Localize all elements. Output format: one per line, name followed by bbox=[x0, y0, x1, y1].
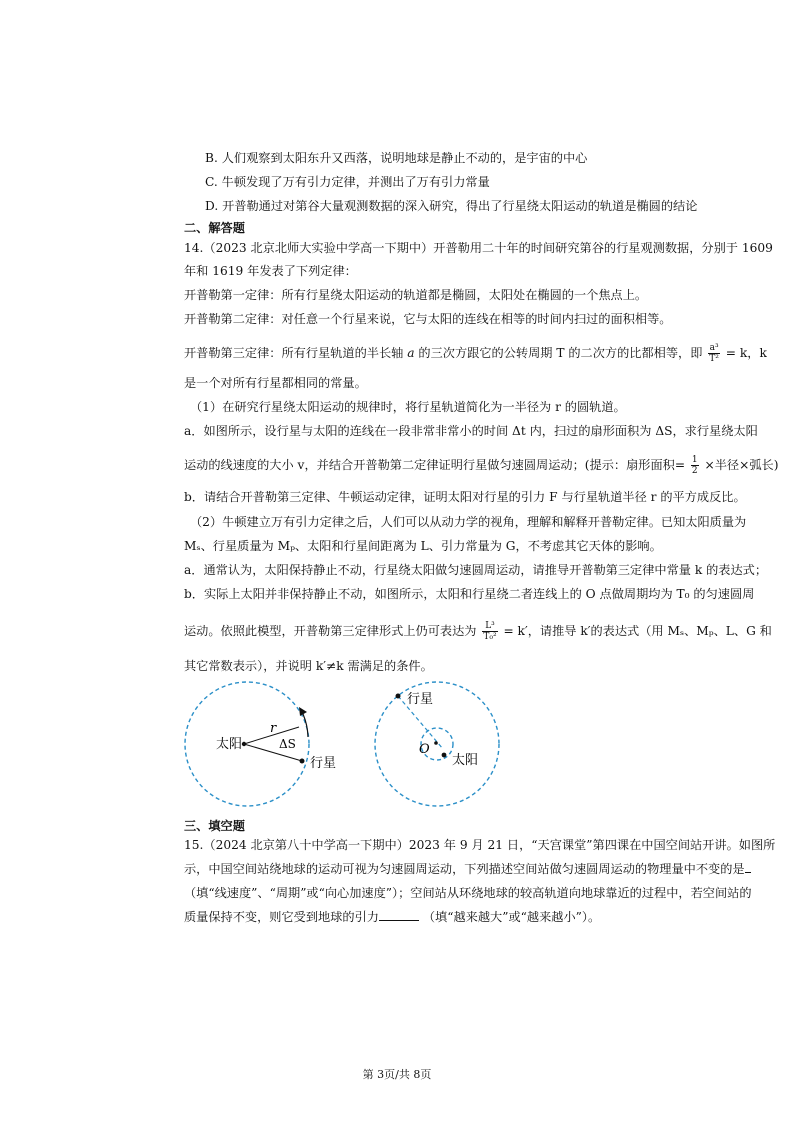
orbit-diagram-left bbox=[182, 682, 337, 818]
planet-label-right: 行星 bbox=[407, 692, 434, 707]
q14-part-1: （1）在研究行星绕太阳运动的规律时，将行星轨道简化为一半径为 r 的圆轨道。 bbox=[190, 400, 626, 414]
q14-2a: a．通常认为，太阳保持静止不动，行星绕太阳做匀速圆周运动，请推导开普勒第三定律中常量 k 的表达式； bbox=[184, 563, 768, 577]
q14-part-2-line-2: Mₛ、行星质量为 Mₚ、太阳和行星间距离为 L、引力常量为 G，不考虑其它天体的影响。 bbox=[184, 539, 662, 553]
kepler-law-2: 开普勒第二定律：对任意一个行星来说，它与太阳的连线在相等的时间内扫过的面积相等。 bbox=[184, 312, 672, 326]
page-number: 第 3页/共 8页 bbox=[362, 1068, 432, 1081]
sun-dot-left bbox=[242, 742, 246, 746]
option-d: D. 开普勒通过对第谷大量观测数据的深入研究，得出了行星绕太阳运动的轨道是椭圆的结论 bbox=[205, 199, 698, 213]
q14-1a-line-1: a．如图所示，设行星与太阳的连线在一段非常非常小的时间 Δt 内，扫过的扇形面积为 ΔS，求行星绕太阳 bbox=[184, 424, 758, 438]
t2-denominator: T₀² bbox=[483, 632, 497, 642]
option-c: C. 牛顿发现了万有引力定律，并测出了万有引力常量 bbox=[205, 175, 490, 189]
motion-arc-arrow bbox=[303, 714, 308, 737]
q14-2b-line-1: b．实际上太阳并非保持静止不动，如图所示，太阳和行星绕二者连线上的 O 点做周期均为 T₀ 的匀速圆周 bbox=[184, 587, 755, 601]
orbit-diagram-right bbox=[370, 682, 530, 818]
q15-line-4 bbox=[184, 909, 600, 925]
q15-line-2 bbox=[184, 861, 751, 877]
radius-label: r bbox=[270, 721, 277, 736]
q14-part-2-line-1: （2）牛顿建立万有引力定律之后，人们可以从动力学的视角，理解和解释开普勒定律。已知太阳质量为 bbox=[190, 515, 747, 529]
planet-label-left: 行星 bbox=[310, 756, 337, 771]
section-title-answers: 二、解答题 bbox=[184, 221, 245, 235]
law3-symbol-a: a bbox=[407, 346, 415, 360]
law3-denominator: T² bbox=[709, 354, 719, 364]
answer-blank-2[interactable] bbox=[379, 920, 419, 921]
q14-2b-text-end: = k′，请推导 k′的表达式（用 Mₛ、Mₚ、L、G 和 bbox=[503, 624, 772, 638]
section-title-fill-in: 三、填空题 bbox=[184, 819, 245, 833]
q14-2b-text: 运动。依照此模型，开普勒第三定律形式上仍可表达为 bbox=[184, 624, 477, 638]
q15-line-1: 15.（2024 北京第八十中学高一下期中）2023 年 9 月 21 日，“天宫课堂”第四课在中国空间站开讲。如图所 bbox=[184, 838, 776, 852]
kepler-law-1: 开普勒第一定律：所有行星绕太阳运动的轨道都是椭圆，太阳处在椭圆的一个焦点上。 bbox=[184, 288, 648, 302]
law3-numerator: a³ bbox=[709, 343, 719, 353]
q15-line-4-end: （填“越来越大”或“越来越小”）。 bbox=[422, 910, 601, 924]
q14-1a-line-2 bbox=[184, 455, 778, 476]
l3-numerator: L³ bbox=[482, 621, 497, 632]
law3-text-c: = k，k bbox=[725, 346, 767, 360]
q14-1a-text: 运动的线速度的大小 v，并结合开普勒第二定律证明行星做匀速圆周运动；(提示：扇形面积= bbox=[184, 458, 686, 472]
q15-line-3: （填“线速度”、“周期”或“向心加速度”）；空间站从环绕地球的较高轨道向地球靠近的过程中，若空间站的 bbox=[184, 886, 752, 900]
q14-2b-line-2 bbox=[184, 621, 772, 642]
q14-line-2: 年和 1619 年发表了下列定律： bbox=[184, 264, 357, 278]
half-fraction bbox=[691, 455, 699, 476]
o-label: O bbox=[419, 742, 430, 757]
answer-blank-1[interactable] bbox=[745, 872, 751, 873]
q15-line-2-text: 示，中国空间站绕地球的运动可视为匀速圆周运动，下列描述空间站做匀速圆周运动的物理量中不变的是 bbox=[184, 862, 745, 876]
sun-dot-right bbox=[442, 753, 447, 758]
q14-1b: b．请结合开普勒第三定律、牛顿运动定律，证明太阳对行星的引力 F 与行星轨道半径 r 的平方成反比。 bbox=[184, 490, 746, 504]
center-point-o bbox=[434, 741, 438, 745]
sun-label-left: 太阳 bbox=[216, 737, 243, 752]
option-b: B. 人们观察到太阳东升又西落，说明地球是静止不动的，是宇宙的中心 bbox=[205, 151, 588, 165]
half-numerator: 1 bbox=[691, 455, 698, 465]
q14-2b-line-3: 其它常数表示），并说明 k′≠k 需满足的条件。 bbox=[184, 659, 433, 673]
half-denominator: 2 bbox=[691, 466, 698, 476]
planet-dot-right bbox=[396, 694, 401, 699]
sun-label-right: 太阳 bbox=[452, 753, 479, 768]
kepler-law-3 bbox=[184, 343, 767, 364]
law3-fraction bbox=[708, 343, 720, 364]
q15-line-4-text: 质量保持不变，则它受到地球的引力 bbox=[184, 910, 379, 924]
kepler-law-3-cont: 是一个对所有行星都相同的常量。 bbox=[184, 376, 367, 390]
planet-dot-left bbox=[300, 759, 305, 764]
q14-line-1: 14.（2023 北京北师大实验中学高一下期中）开普勒用二十年的时间研究第谷的行星观测数据，分别于 1609 bbox=[184, 241, 773, 255]
l3-t2-fraction bbox=[482, 621, 497, 642]
law3-text-a: 开普勒第三定律：所有行星轨道的半长轴 bbox=[184, 346, 404, 360]
q14-1a-text-end: ×半径×弧长) bbox=[704, 458, 779, 472]
area-label: ΔS bbox=[279, 737, 296, 751]
law3-text-b: 的三次方跟它的公转周期 T 的二次方的比都相等，即 bbox=[418, 346, 703, 360]
